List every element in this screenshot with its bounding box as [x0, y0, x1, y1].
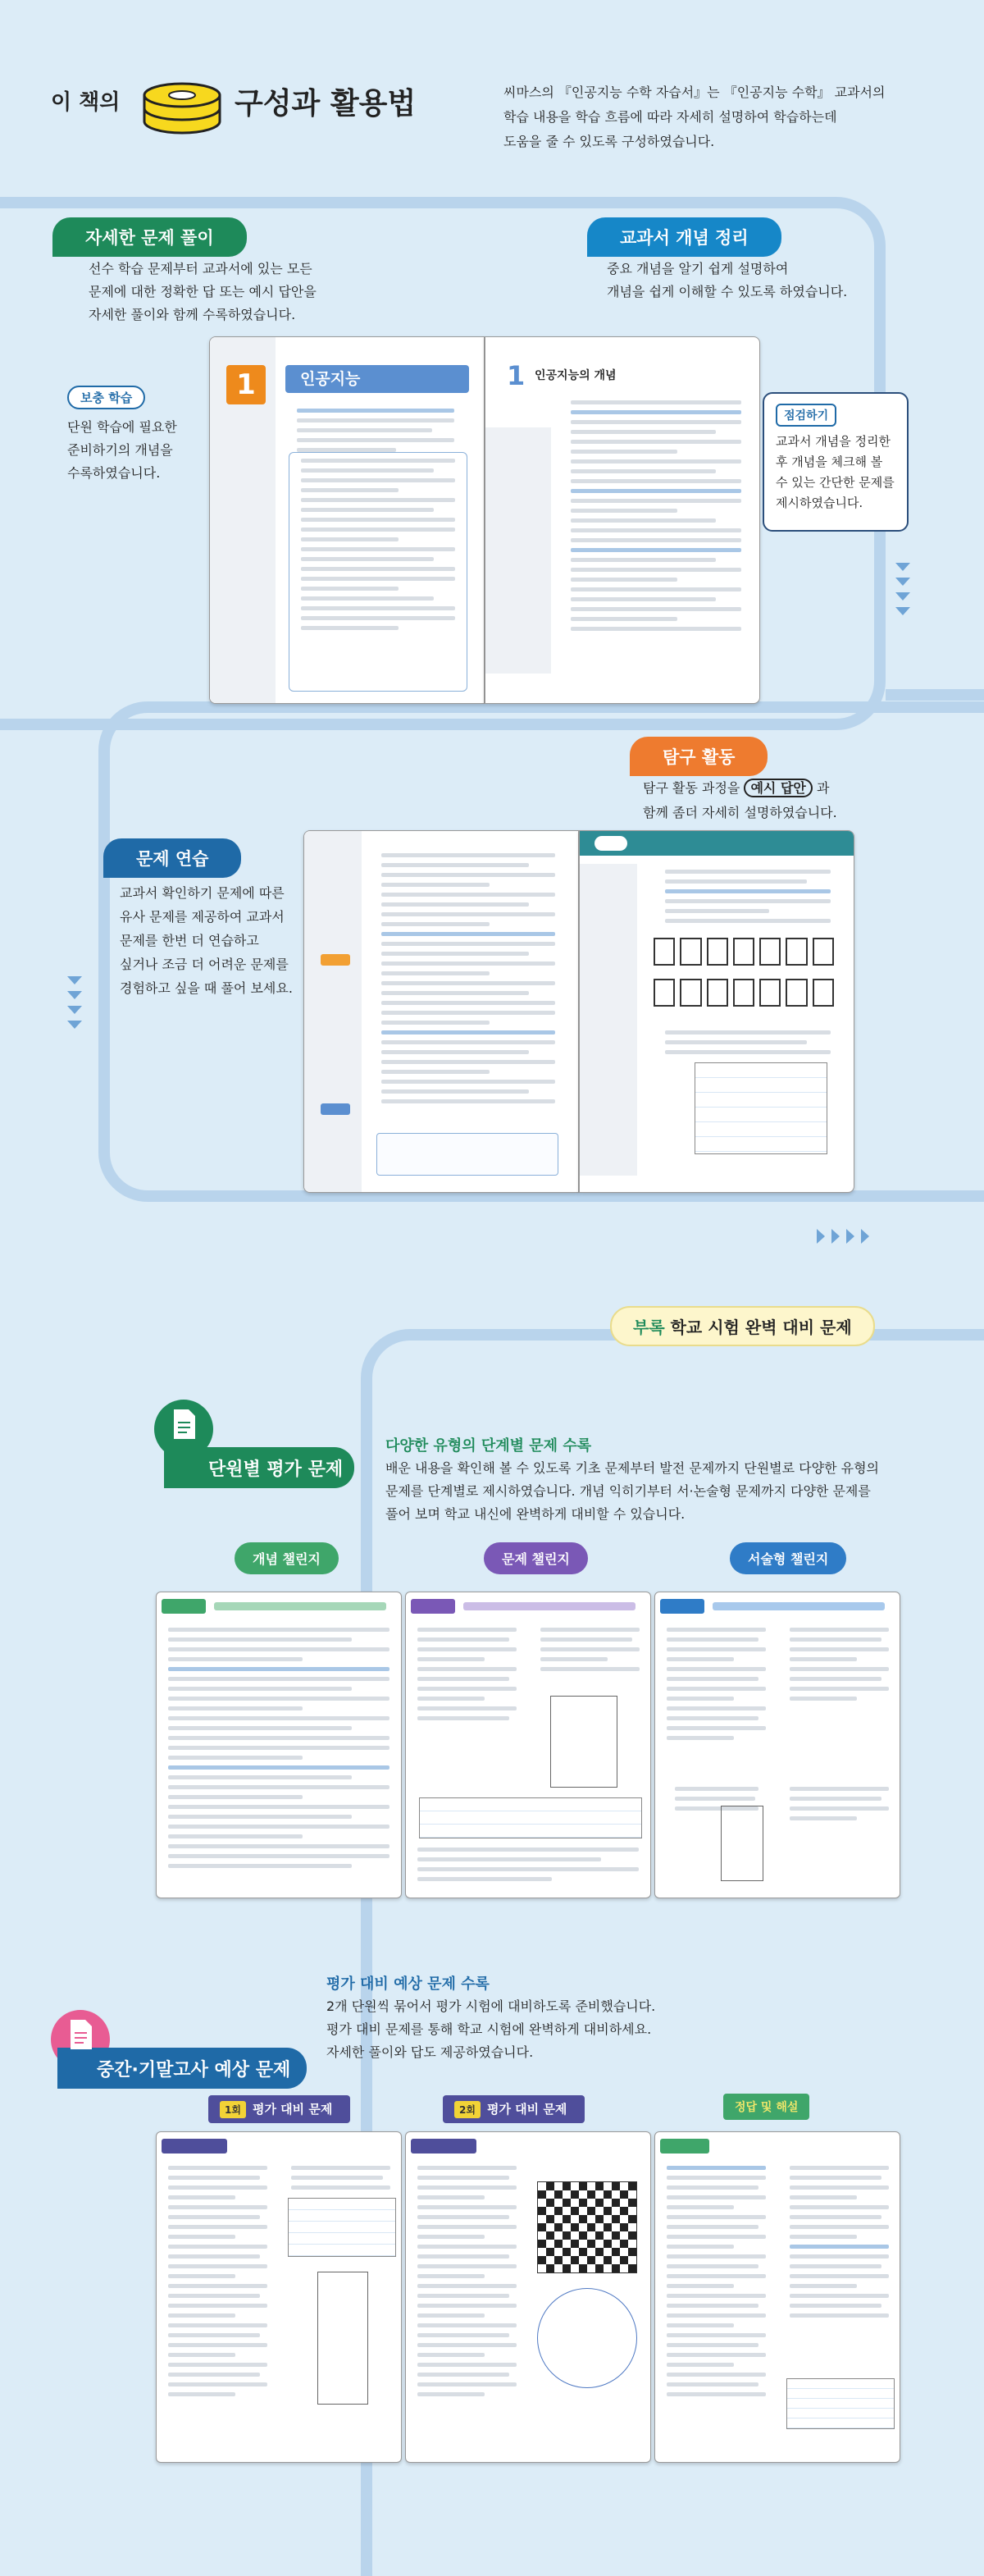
- supplement-box: [67, 386, 223, 500]
- arrow-right-icon: [861, 1229, 869, 1244]
- exam-page-2: [405, 2131, 651, 2463]
- unit-eval-page-2: [405, 1592, 651, 1898]
- chapter-title: 인공지능: [285, 365, 469, 393]
- exam-page-3: [654, 2131, 900, 2463]
- appendix-title: 학교 시험 완벽 대비 문제: [670, 1318, 852, 1337]
- explore-tag: 탐구 활동: [630, 737, 768, 776]
- exam-title: 중간·기말고사 예상 문제: [97, 2060, 291, 2080]
- arrow-down-icon: [67, 976, 82, 984]
- essay-challenge-bubble: 서술형 챌린지: [730, 1542, 846, 1574]
- arrow-down-icon: [895, 607, 910, 615]
- chapter-number-badge: 1: [226, 365, 266, 404]
- page-title: 구성과 활용법: [235, 87, 417, 121]
- concept-desc: 중요 개념을 알기 쉽게 설명하여 개념을 쉽게 이해할 수 있도록 하였습니다.: [607, 261, 848, 299]
- concept-number: 1: [507, 360, 526, 391]
- practice-tag: 문제 연습: [103, 838, 241, 878]
- arrow-down-icon: [895, 592, 910, 601]
- problem-challenge-bubble: 문제 챌린지: [484, 1542, 588, 1574]
- unit-eval-page-1: [156, 1592, 402, 1898]
- arrow-down-icon: [895, 563, 910, 571]
- document-icon: [171, 1408, 197, 1441]
- arrow-right-icon: [846, 1229, 854, 1244]
- unit-eval-desc: 배운 내용을 확인해 볼 수 있도록 기초 문제부터 발전 문제까지 단원별로 다양한 유형의 문제를 단계별로 제시하였습니다. 개념 익히기부터 서·논술형 문제까지 다양한 문제를 풀어 보며 학교 내신에 완벽하게 대비할 수 있습니다.: [385, 1460, 879, 1522]
- book-stack-icon: [141, 79, 223, 136]
- explore-highlight: 예시 답안: [744, 779, 812, 797]
- concept-title: 인공지능의 개념: [535, 369, 617, 382]
- unit-eval-heading: 다양한 유형의 단계별 문제 수록: [385, 1437, 592, 1455]
- check-label: 점검하기: [776, 404, 836, 427]
- unit-eval-title: 단원별 평가 문제: [208, 1459, 344, 1480]
- header: [0, 0, 984, 172]
- concept-challenge-bubble: 개념 챌린지: [235, 1542, 339, 1574]
- explore-desc: 탐구 활동 과정을 예시 답안 과 함께 좀더 자세히 설명하였습니다.: [643, 780, 837, 820]
- practice-desc: 교과서 확인하기 문제에 따른 유사 문제를 제공하여 교과서 문제를 한번 더 연습하고 싶거나 조금 더 어려운 문제를 경험하고 싶을 때 풀어 보세요.: [120, 885, 293, 996]
- check-box: [763, 392, 909, 532]
- title-prefix: 이 책의: [51, 90, 121, 115]
- book-page-right-2: [579, 830, 854, 1193]
- arrow-right-icon: [831, 1229, 840, 1244]
- arrow-right-icon: [817, 1229, 825, 1244]
- exam-desc: 2개 단원씩 묶어서 평가 시험에 대비하도록 준비했습니다. 평가 대비 문제를 통해 학교 시험에 완벽하게 대비하세요. 자세한 풀이와 답도 제공하였습니다.: [326, 1998, 656, 2060]
- supplement-desc: 단원 학습에 필요한 준비하기의 개념을 수록하였습니다.: [67, 419, 177, 481]
- arrow-down-icon: [895, 578, 910, 586]
- appendix-banner: [610, 1306, 875, 1346]
- detailed-solution-tag: 자세한 문제 풀이: [52, 217, 247, 257]
- arrow-down-icon: [67, 1006, 82, 1014]
- arrow-down-icon: [67, 991, 82, 999]
- exam-ribbon-1: 1회 평가 대비 문제: [208, 2095, 350, 2123]
- exam-page-1: [156, 2131, 402, 2463]
- appendix-prefix: 부록: [633, 1318, 665, 1337]
- document-icon: [67, 2018, 93, 2051]
- answer-tag: 정답 및 해설: [723, 2094, 809, 2120]
- intro-text: 씨마스의 『인공지능 수학 자습서』는 『인공지능 수학』 교과서의 학습 내용을 학습 흐름에 따라 자세히 설명하여 학습하는데 도움을 줄 수 있도록 구성하였습니다.: [503, 84, 886, 149]
- arrow-down-icon: [67, 1021, 82, 1029]
- concept-tag: 교과서 개념 정리: [587, 217, 781, 257]
- detailed-solution-desc: 선수 학습 문제부터 교과서에 있는 모든 문제에 대한 정확한 답 또는 예시 답안을 자세한 풀이와 함께 수록하였습니다.: [89, 261, 317, 322]
- book-page-left-1: [209, 336, 485, 704]
- track-join: [886, 689, 984, 701]
- exam-heading: 평가 대비 예상 문제 수록: [326, 1975, 490, 1993]
- unit-eval-page-3: [654, 1592, 900, 1898]
- book-page-left-2: [303, 830, 579, 1193]
- exam-ribbon-2: 2회 평가 대비 문제: [443, 2095, 585, 2123]
- check-desc: 교과서 개념을 정리한 후 개념을 체크해 볼 수 있는 간단한 문제를 제시하였습니다.: [776, 434, 895, 510]
- book-page-right-1: [485, 336, 760, 704]
- supplement-pill: 보충 학습: [67, 386, 145, 409]
